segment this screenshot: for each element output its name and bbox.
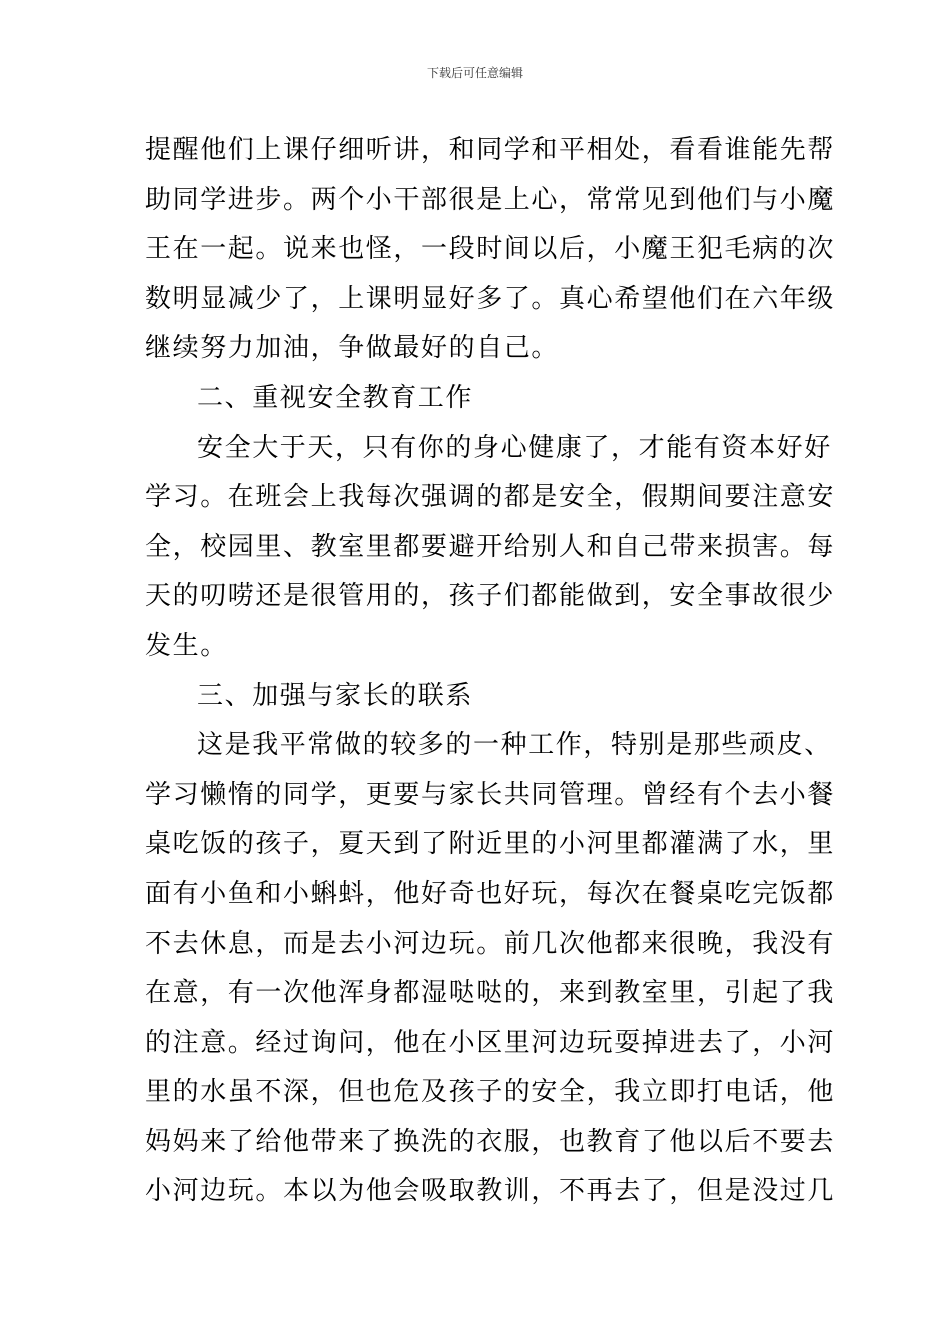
- text-line: 桌吃饭的孩子，夏天到了附近里的小河里都灌满了水，里: [145, 829, 836, 860]
- document-body: [145, 126, 836, 1217]
- text-line: 助同学进步。两个小干部很是上心，常常见到他们与小魔: [145, 184, 836, 215]
- text-line: 不去休息，而是去小河边玩。前几次他都来很晚，我没有: [145, 928, 836, 959]
- text-line: 的注意。经过询问，他在小区里河边玩耍掉进去了，小河: [145, 1027, 836, 1058]
- text-line: 在意，有一次他浑身都湿哒哒的，来到教室里，引起了我: [145, 978, 836, 1009]
- section-heading: 二、重视安全教育工作: [197, 382, 474, 413]
- paragraph-first-line: 安全大于天，只有你的身心健康了，才能有资本好好: [197, 432, 832, 463]
- text-line: 里的水虽不深，但也危及孩子的安全，我立即打电话，他: [145, 1077, 836, 1108]
- text-line: 面有小鱼和小蝌蚪，他好奇也好玩，每次在餐桌吃完饭都: [145, 878, 836, 909]
- text-line: 王在一起。说来也怪，一段时间以后，小魔王犯毛病的次: [145, 234, 836, 265]
- text-line: 学习。在班会上我每次强调的都是安全，假期间要注意安: [145, 482, 836, 513]
- text-line: 提醒他们上课仔细听讲，和同学和平相处，看看谁能先帮: [145, 135, 836, 165]
- text-line: 全，校园里、教室里都要避开给别人和自己带来损害。每: [145, 531, 836, 562]
- text-line: 妈妈来了给他带来了换洗的衣服，也教育了他以后不要去: [145, 1126, 836, 1157]
- paragraph-first-line: 这是我平常做的较多的一种工作，特别是那些顽皮、: [197, 730, 832, 761]
- text-line: 天的叨唠还是很管用的，孩子们都能做到，安全事故很少: [145, 581, 836, 612]
- text-line: 发生。: [145, 630, 228, 661]
- page-header: 下载后可任意编辑: [426, 66, 523, 80]
- text-line: 数明显减少了，上课明显好多了。真心希望他们在六年级: [145, 283, 836, 314]
- text-line: 学习懒惰的同学，更要与家长共同管理。曾经有个去小餐: [145, 779, 836, 810]
- text-line: 小河边玩。本以为他会吸取教训，不再去了，但是没过几: [145, 1176, 836, 1207]
- text-line: 继续努力加油，争做最好的自己。: [145, 333, 560, 364]
- section-heading: 三、加强与家长的联系: [197, 680, 474, 711]
